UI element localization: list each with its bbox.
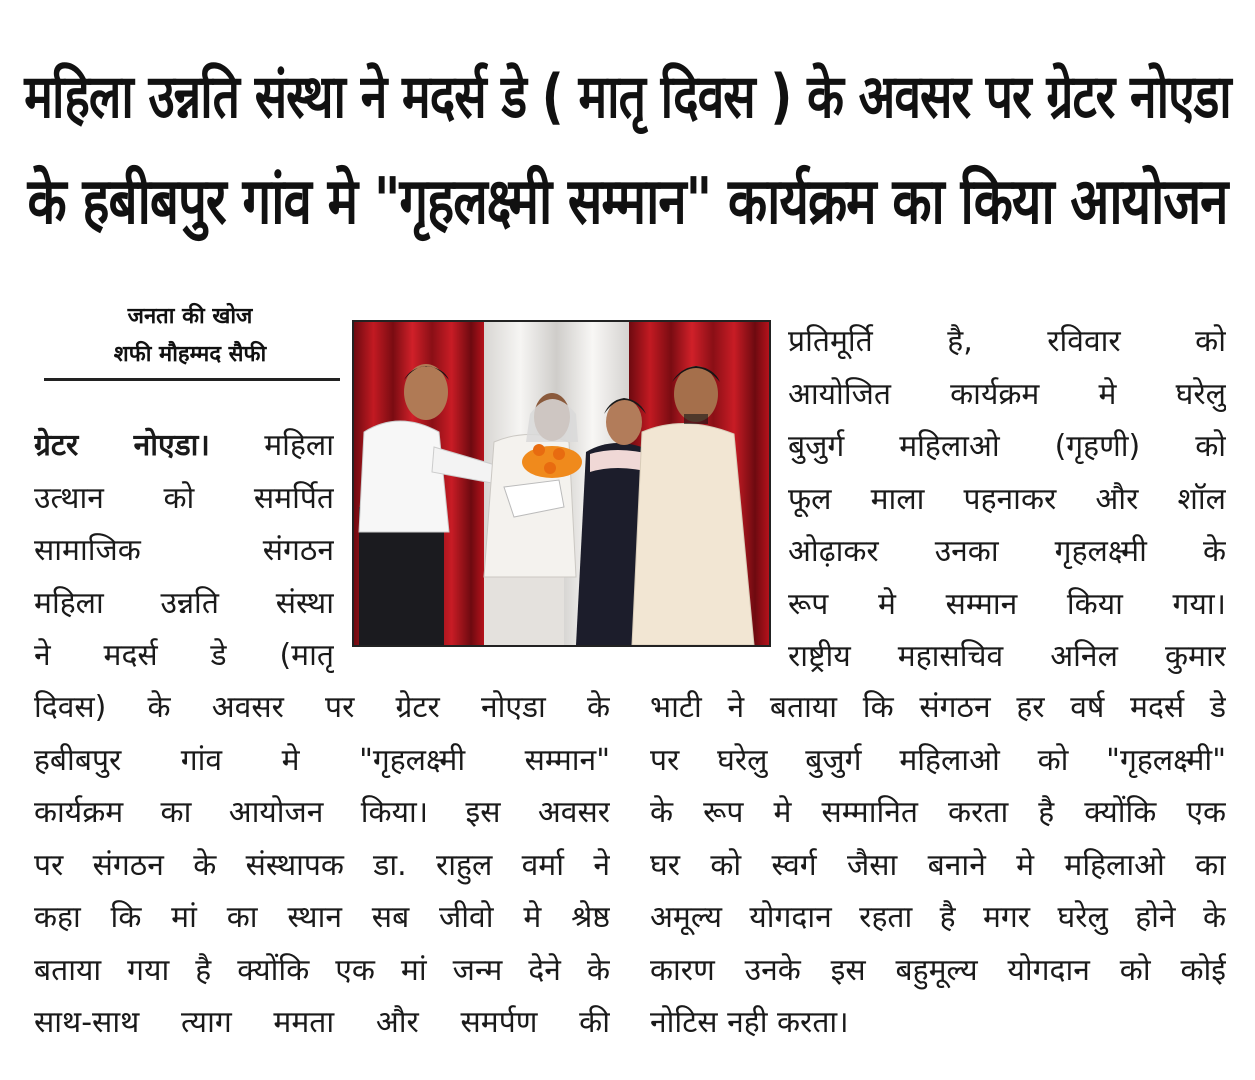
headline-line-1: महिला उन्नति संस्था ने मदर्स डे ( मातृ दिवस ) के अवसर पर ग्रेटर नोएडा bbox=[24, 62, 1231, 132]
byline-divider bbox=[44, 378, 340, 381]
article-line: उत्थान को समर्पित bbox=[34, 480, 334, 516]
article-line: घर को स्वर्ग जैसा बनाने मे महिलाओ का bbox=[650, 847, 1226, 883]
article-column-right-bottom bbox=[650, 682, 1226, 1050]
news-photo bbox=[352, 320, 771, 647]
article-line: हबीबपुर गांव मे "गृहलक्ष्मी सम्मान" bbox=[34, 742, 610, 778]
article-line: प्रतिमूर्ति है, रविवार को bbox=[788, 324, 1226, 359]
article-line: पर घरेलु बुजुर्ग महिलाओ को "गृहलक्ष्मी" bbox=[650, 742, 1226, 778]
article-line bbox=[34, 420, 334, 473]
article-line: रूप मे सम्मान किया गया। bbox=[788, 586, 1226, 622]
byline-source: जनता की खोज bbox=[127, 304, 253, 329]
article-column-right-top bbox=[788, 316, 1226, 684]
article-line: कार्यक्रम का आयोजन किया। इस अवसर bbox=[34, 795, 610, 830]
article-line: सामाजिक संगठन bbox=[34, 533, 334, 568]
article-line: कहा कि मां का स्थान सब जीवो मे श्रेष्ठ bbox=[34, 900, 610, 935]
article-line: फूल माला पहनाकर और शॉल bbox=[788, 481, 1226, 517]
article-line: के रूप मे सम्मानित करता है क्योंकि एक bbox=[650, 795, 1226, 830]
byline-author: शफी मौहम्मद सैफी bbox=[113, 342, 267, 367]
article-text: महिला bbox=[264, 428, 334, 463]
article-line: राष्ट्रीय महासचिव अनिल कुमार bbox=[788, 639, 1226, 674]
headline-line-2: के हबीबपुर गांव मे "गृहलक्ष्मी सम्मान" कार्यक्रम का किया आयोजन bbox=[27, 165, 1228, 240]
article-line: आयोजित कार्यक्रम मे घरेलु bbox=[788, 376, 1226, 412]
article-line: नोटिस नही करता। bbox=[650, 1005, 849, 1040]
news-photo-illustration bbox=[354, 322, 769, 645]
article-column-left-top bbox=[34, 420, 334, 683]
dateline: ग्रेटर नोएडा। bbox=[34, 428, 210, 463]
article-line: बुजुर्ग महिलाओ (गृहणी) को bbox=[788, 429, 1226, 464]
article-line: पर संगठन के संस्थापक डा. राहुल वर्मा ने bbox=[34, 847, 610, 883]
article-column-left-bottom bbox=[34, 682, 610, 1050]
article-line: महिला उन्नति संस्था bbox=[34, 585, 334, 621]
article-line: ओढ़ाकर उनका गृहलक्ष्मी के bbox=[788, 534, 1226, 569]
article-line: भाटी ने बताया कि संगठन हर वर्ष मदर्स डे bbox=[650, 690, 1226, 725]
article-line: साथ-साथ त्याग ममता और समर्पण की bbox=[34, 1005, 610, 1040]
article-line: दिवस) के अवसर पर ग्रेटर नोएडा के bbox=[34, 690, 610, 725]
article-line: ने मदर्स डे (मातृ bbox=[34, 638, 334, 673]
article-line: कारण उनके इस बहुमूल्य योगदान को कोई bbox=[650, 952, 1226, 988]
article-line: अमूल्य योगदान रहता है मगर घरेलु होने के bbox=[650, 900, 1226, 935]
article-line: बताया गया है क्योंकि एक मां जन्म देने के bbox=[34, 952, 610, 988]
